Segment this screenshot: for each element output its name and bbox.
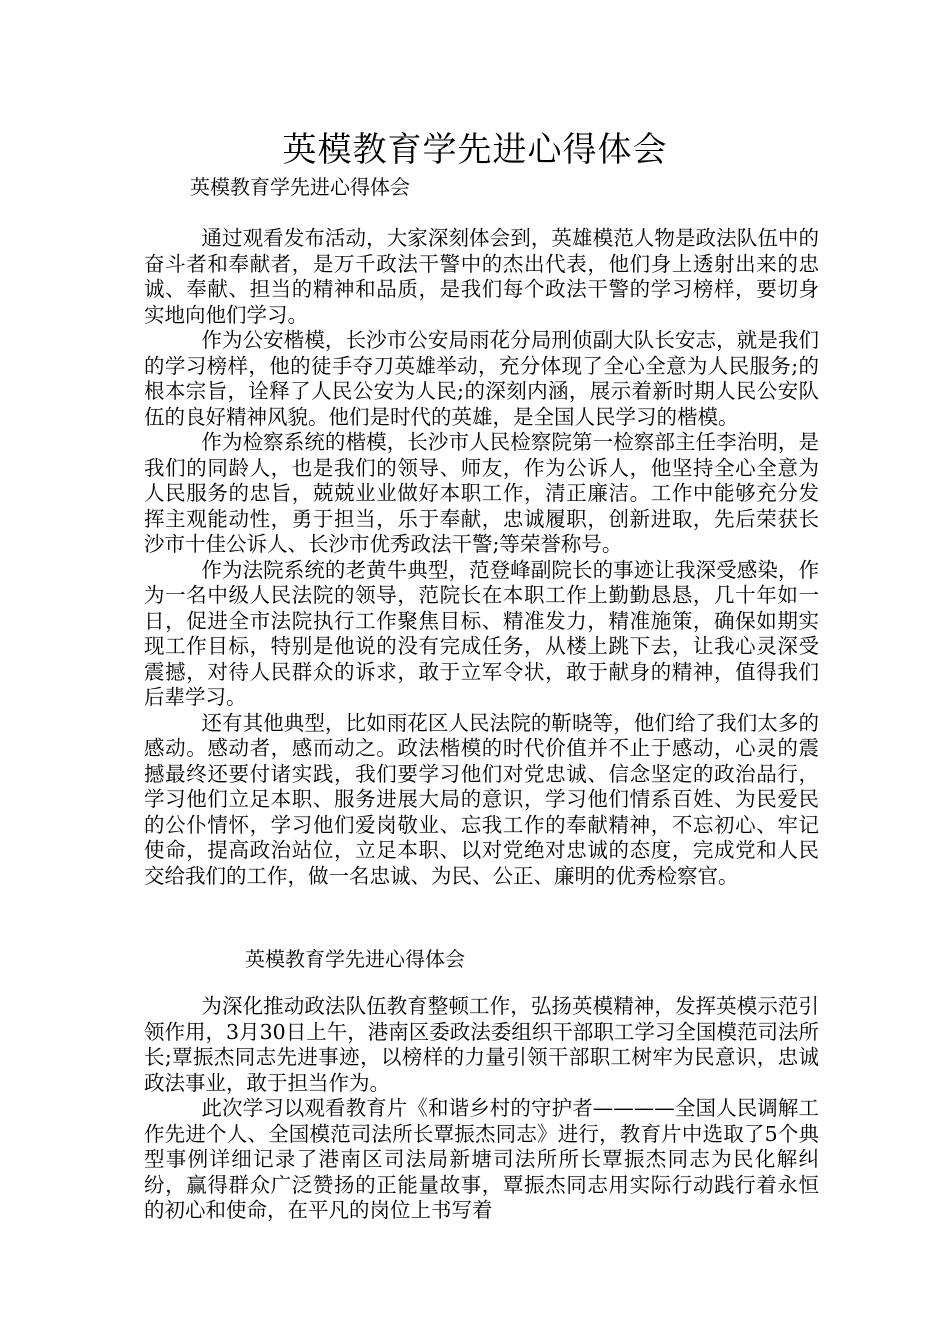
- paragraph: 此次学习以观看教育片《和谐乡村的守护者————全国人民调解工作先进个人、全国模范司法所长覃振杰同志》进行，教育片中选取了5个典型事例详细记录了港南区司法局新塘司法所所长覃振杰同志为民化解纠纷，赢得群众广泛赞扬的正能量故事，覃振杰同志用实际行动践行着永恒的初心和使命，在平凡的岗位上书写着: [144, 1096, 819, 1222]
- paragraph: 还有其他典型，比如雨花区人民法院的靳晓等，他们给了我们太多的感动。感动者，感而动之。政法楷模的时代价值并不止于感动，心灵的震撼最终还要付诸实践，我们要学习他们对党忠诚、信念坚定的政治品行，学习他们立足本职、服务进展大局的意识，学习他们情系百姓、为民爱民的公仆情怀，学习他们爱岗敬业、忘我工作的奉献精神，不忘初心、牢记使命，提高政治站位，立足本职、以对党绝对忠诚的态度，完成党和人民交给我们的工作，做一名忠诚、为民、公正、廉明的优秀检察官。: [144, 710, 819, 888]
- paragraph: 作为检察系统的楷模，长沙市人民检察院第一检察部主任李治明，是我们的同龄人，也是我们的领导、师友，作为公诉人，他坚持全心全意为人民服务的忠旨，兢兢业业做好本职工作，清正廉洁。工作中能够充分发挥主观能动性，勇于担当，乐于奉献，忠诚履职，创新进取，先后荣获长沙市十佳公诉人、长沙市优秀政法干警;等荣誉称号。: [144, 430, 819, 556]
- section-body: [144, 226, 819, 889]
- paragraph: 作为法院系统的老黄牛典型，范登峰副院长的事迹让我深受感染，作为一名中级人民法院的领导，范院长在本职工作上勤勤恳恳，几十年如一日，促进全市法院执行工作聚焦目标、精准发力，精准施策，确保如期实现工作目标，特别是他说的没有完成任务，从楼上跳下去，让我心灵深受震撼，对待人民群众的诉求，敢于立军令状，敢于献身的精神，值得我们后辈学习。: [144, 557, 819, 709]
- section-subtitle: 英模教育学先进心得体会: [245, 947, 465, 971]
- section-body: [144, 994, 819, 1224]
- paragraph: 作为公安楷模，长沙市公安局雨花分局刑侦副大队长安志，就是我们的学习榜样，他的徒手夺刀英雄举动，充分体现了全心全意为人民服务;的根本宗旨，诠释了人民公安为人民;的深刻内涵，展示着新时期人民公安队伍的良好精神风貌。他们是时代的英雄，是全国人民学习的楷模。: [144, 328, 819, 429]
- section-subtitle: 英模教育学先进心得体会: [190, 175, 410, 199]
- paragraph: 通过观看发布活动，大家深刻体会到，英雄模范人物是政法队伍中的奋斗者和奉献者，是万千政法干警中的杰出代表，他们身上透射出来的忠诚、奉献、担当的精神和品质，是我们每个政法干警的学习榜样，要切身实地向他们学习。: [144, 226, 819, 327]
- document-title: 英模教育学先进心得体会: [282, 130, 668, 170]
- paragraph: 为深化推动政法队伍教育整顿工作，弘扬英模精神，发挥英模示范引领作用，3月30日上午，港南区委政法委组织干部职工学习全国模范司法所长;覃振杰同志先进事迹，以榜样的力量引领干部职工树牢为民意识，忠诚政法事业，敢于担当作为。: [144, 994, 819, 1095]
